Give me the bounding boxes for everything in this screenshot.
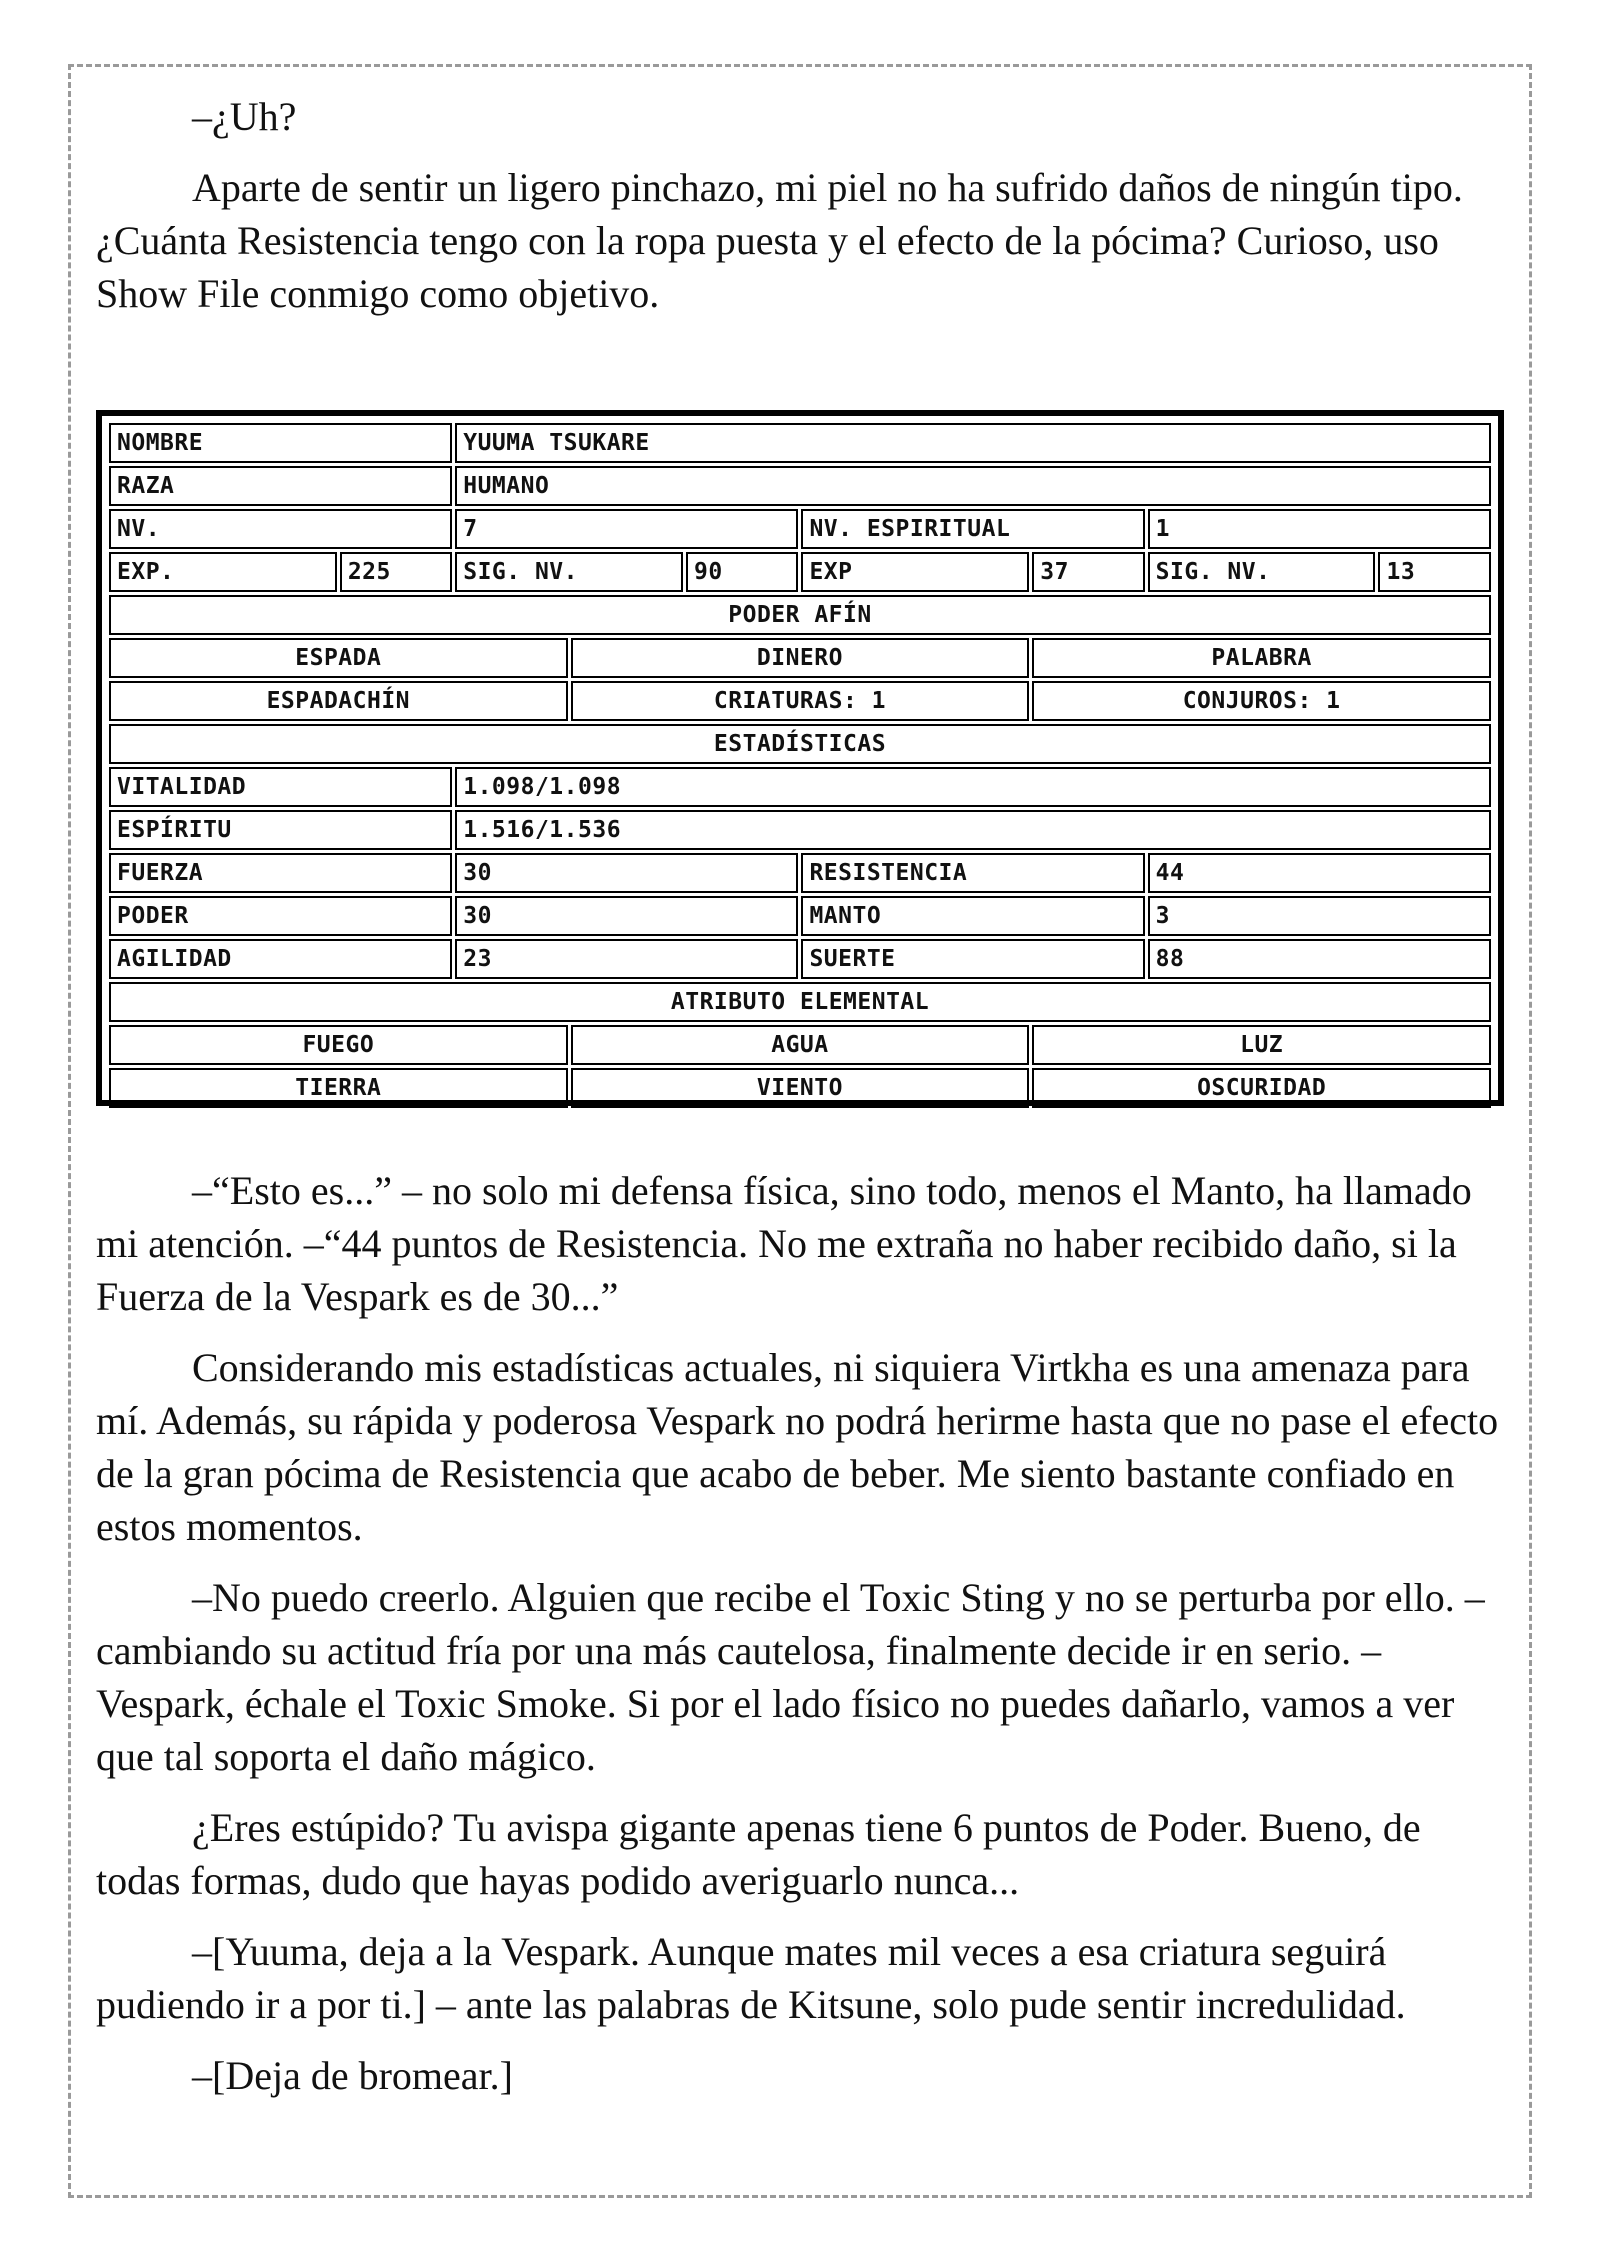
agilidad-value: 23 (455, 939, 798, 979)
table-row (109, 595, 1491, 635)
exp-label: EXP. (109, 552, 337, 592)
nv-label: NV. (109, 509, 452, 549)
bottom-text (96, 1164, 1506, 2102)
elemento-viento: VIENTO (571, 1068, 1030, 1108)
sig-nv2-value: 13 (1378, 552, 1491, 592)
elemento-luz: LUZ (1032, 1025, 1491, 1065)
sig-nv-label: SIG. NV. (455, 552, 683, 592)
exp-value: 225 (340, 552, 452, 592)
vitalidad-value: 1.098/1.098 (455, 767, 1491, 807)
manto-label: MANTO (801, 896, 1144, 936)
elemento-tierra: TIERRA (109, 1068, 568, 1108)
table-row (109, 767, 1491, 807)
afin-criaturas: CRIATURAS: 1 (571, 681, 1030, 721)
exp2-value: 37 (1032, 552, 1144, 592)
table-row (109, 509, 1491, 549)
nombre-value: YUUMA TSUKARE (455, 423, 1491, 463)
nv-espiritual-value: 1 (1148, 509, 1491, 549)
paragraph: –[Yuuma, deja a la Vespark. Aunque mates mil veces a esa criatura seguirá pudiendo ir a por ti.] – ante las palabras de Kitsune, solo pude sentir incredulidad. (96, 1929, 1406, 2027)
nv-value: 7 (455, 509, 798, 549)
table-row (109, 982, 1491, 1022)
table-row (109, 423, 1491, 463)
fuerza-value: 30 (455, 853, 798, 893)
manto-value: 3 (1148, 896, 1491, 936)
poder-label: PODER (109, 896, 452, 936)
top-text (96, 90, 1506, 320)
paragraph: –¿Uh? (192, 94, 297, 139)
raza-value: HUMANO (455, 466, 1491, 506)
resistencia-value: 44 (1148, 853, 1491, 893)
espiritu-value: 1.516/1.536 (455, 810, 1491, 850)
paragraph: –No puedo creerlo. Alguien que recibe el Toxic Sting y no se perturba por ello. – cambiando su actitud fría por una más cautelosa, finalmente decide ir en serio. –Vespark, échale el Toxic Smoke. Si por el lado físico no puedes dañarlo, vamos a ver que tal soporta el daño mágico. (96, 1575, 1485, 1779)
exp2-label: EXP (801, 552, 1029, 592)
status-table (106, 420, 1494, 1111)
atributo-header: ATRIBUTO ELEMENTAL (109, 982, 1491, 1022)
elemento-fuego: FUEGO (109, 1025, 568, 1065)
sig-nv-value: 90 (686, 552, 798, 592)
table-row (109, 552, 1491, 592)
table-row (109, 724, 1491, 764)
agilidad-label: AGILIDAD (109, 939, 452, 979)
suerte-value: 88 (1148, 939, 1491, 979)
paragraph: –“Esto es...” – no solo mi defensa física, sino todo, menos el Manto, ha llamado mi atención. –“44 puntos de Resistencia. No me extraña no haber recibido daño, si la Fuerza de la Vespark es de 30...” (96, 1168, 1472, 1319)
paragraph: ¿Eres estúpido? Tu avispa gigante apenas tiene 6 puntos de Poder. Bueno, de todas formas, dudo que hayas podido averiguarlo nunca... (96, 1805, 1421, 1903)
paragraph: Considerando mis estadísticas actuales, ni siquiera Virtkha es una amenaza para mí. Además, su rápida y poderosa Vespark no podrá herirme hasta que no pase el efecto de la gran pócima de Resistencia que acabo de beber. Me siento bastante confiado en estos momentos. (96, 1345, 1499, 1549)
table-row (109, 681, 1491, 721)
status-window (96, 410, 1504, 1106)
table-row (109, 939, 1491, 979)
raza-label: RAZA (109, 466, 452, 506)
table-row (109, 638, 1491, 678)
table-row (109, 1068, 1491, 1108)
poder-afin-header: PODER AFÍN (109, 595, 1491, 635)
paragraph: Aparte de sentir un ligero pinchazo, mi piel no ha sufrido daños de ningún tipo. ¿Cuánta Resistencia tengo con la ropa puesta y el efecto de la pócima? Curioso, uso Show File conmigo como objetivo. (96, 165, 1463, 316)
afin-espada: ESPADA (109, 638, 568, 678)
sig-nv2-label: SIG. NV. (1148, 552, 1376, 592)
table-row (109, 466, 1491, 506)
afin-palabra: PALABRA (1032, 638, 1491, 678)
table-row (109, 896, 1491, 936)
table-row (109, 810, 1491, 850)
table-row (109, 1025, 1491, 1065)
afin-espadachin: ESPADACHÍN (109, 681, 568, 721)
poder-value: 30 (455, 896, 798, 936)
afin-dinero: DINERO (571, 638, 1030, 678)
vitalidad-label: VITALIDAD (109, 767, 452, 807)
afin-conjuros: CONJUROS: 1 (1032, 681, 1491, 721)
estadisticas-header: ESTADÍSTICAS (109, 724, 1491, 764)
elemento-oscuridad: OSCURIDAD (1032, 1068, 1491, 1108)
table-row (109, 853, 1491, 893)
nv-espiritual-label: NV. ESPIRITUAL (801, 509, 1144, 549)
resistencia-label: RESISTENCIA (801, 853, 1144, 893)
suerte-label: SUERTE (801, 939, 1144, 979)
fuerza-label: FUERZA (109, 853, 452, 893)
espiritu-label: ESPÍRITU (109, 810, 452, 850)
nombre-label: NOMBRE (109, 423, 452, 463)
elemento-agua: AGUA (571, 1025, 1030, 1065)
paragraph: –[Deja de bromear.] (192, 2053, 513, 2098)
